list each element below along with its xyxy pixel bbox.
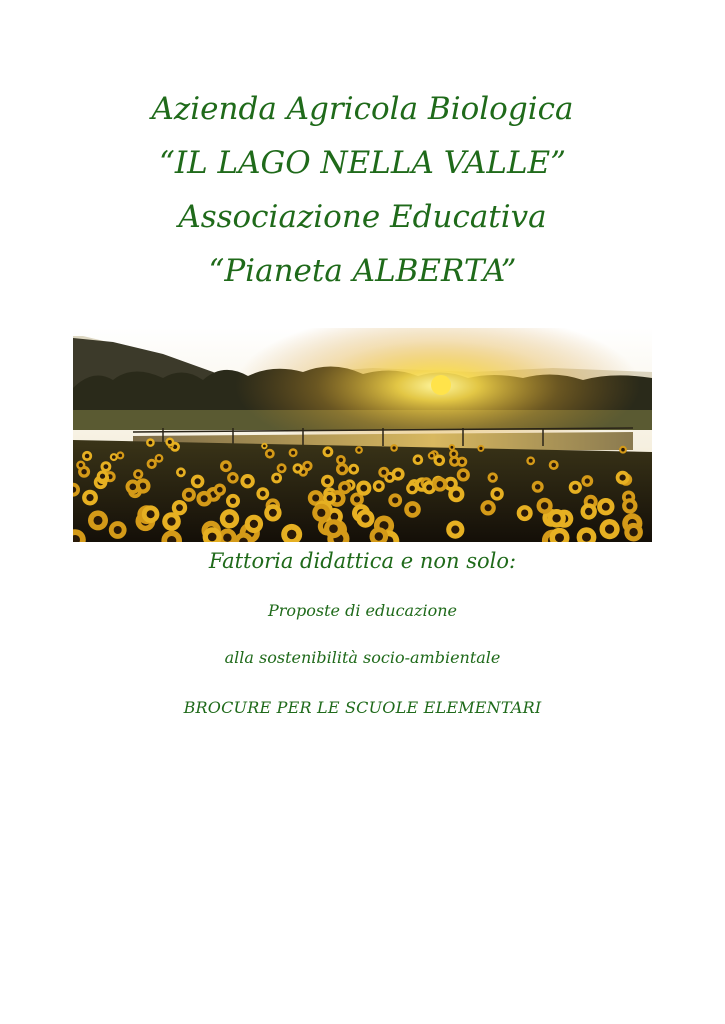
- sunflower-center: [104, 464, 109, 469]
- sunflower-center: [287, 530, 296, 539]
- sunflower-center: [451, 446, 454, 449]
- sunflower-center: [130, 484, 137, 491]
- sunflower-center: [149, 462, 154, 467]
- sunflower-center: [325, 478, 331, 484]
- sunflower-center: [279, 466, 284, 471]
- sunflower-center: [225, 515, 234, 524]
- sunflower-center: [552, 514, 560, 522]
- sunflower-center: [585, 508, 592, 515]
- sunflower-center: [416, 457, 421, 462]
- sunflower-center: [327, 495, 333, 501]
- sunflower-center: [426, 485, 432, 491]
- sunflower-center: [551, 463, 556, 468]
- farm-name-title: Azienda Agricola Biologica: [151, 91, 574, 127]
- sunflower-center: [529, 459, 533, 463]
- sunflower-center: [114, 526, 122, 534]
- sunflower-center: [521, 510, 528, 517]
- sunflower-center: [629, 528, 637, 536]
- sunflower-center: [535, 484, 540, 489]
- sunflower-center: [430, 454, 433, 457]
- sunflower-center: [291, 451, 295, 455]
- sunflower-center: [460, 472, 466, 478]
- sunflower-center: [100, 474, 105, 479]
- sunflower-center: [392, 497, 398, 503]
- title-block: [0, 82, 725, 298]
- subtitle-main: Fattoria didattica e non solo:: [208, 549, 517, 573]
- association-title: Associazione Educativa: [178, 199, 547, 235]
- sunflower-center: [460, 460, 465, 465]
- sunflower-center: [339, 466, 345, 472]
- sunflower-center: [409, 506, 416, 513]
- subtitle-line-brochure: BROCURE PER LE SCUOLE ELEMENTARI: [183, 698, 542, 717]
- sunflower-center: [490, 475, 495, 480]
- sunflower-center: [410, 486, 415, 491]
- sunflower-center: [136, 472, 141, 477]
- sunflower-center: [357, 448, 360, 451]
- sunflower-center: [269, 509, 277, 517]
- subtitle-line-sustainability: alla sostenibilità socio-ambientale: [224, 648, 501, 667]
- sunflower-center: [112, 455, 116, 459]
- sunflower-center: [437, 481, 444, 488]
- sunflower-center: [79, 463, 83, 467]
- sunflower-center: [149, 441, 153, 445]
- sunflower-center: [351, 467, 356, 472]
- farm-name-quoted: “IL LAGO NELLA VALLE”: [158, 145, 567, 181]
- sunflower-center: [168, 440, 172, 444]
- sunflower-center: [312, 495, 319, 502]
- sunflower-center: [244, 478, 251, 485]
- sunflower-center: [339, 458, 343, 462]
- sunflower-center: [208, 533, 217, 542]
- sunflower-center: [448, 481, 454, 487]
- sunflower-center: [605, 525, 614, 534]
- sunflower-center: [375, 532, 383, 540]
- subtitle-line-education: Proposte di educazione: [267, 601, 458, 620]
- sunflower-center: [451, 526, 459, 534]
- sunflower-center: [452, 452, 456, 456]
- sunflower-center: [305, 464, 310, 469]
- sunflower-center: [376, 483, 381, 488]
- sunflower-center: [94, 516, 103, 525]
- sunflower-center: [295, 466, 300, 471]
- sunflower-center: [81, 469, 86, 474]
- sunflower-center: [620, 475, 626, 481]
- sunflower-center: [230, 498, 236, 504]
- sunflower-center: [572, 484, 578, 490]
- sunflower-center: [250, 520, 258, 528]
- sunflower-center: [167, 517, 175, 525]
- sunflower-center: [585, 478, 590, 483]
- sunflower-center: [361, 515, 369, 523]
- sunflower-center: [119, 454, 123, 458]
- sunflower-center: [147, 510, 155, 518]
- sunflower-center: [354, 496, 360, 502]
- sunflower-center: [494, 491, 500, 497]
- sunflower-center: [626, 502, 633, 509]
- sunflower-center: [392, 446, 395, 449]
- sunflower-field-photo: [73, 328, 652, 542]
- sunflower-center: [268, 452, 272, 456]
- sunflower-center: [179, 470, 183, 474]
- sunflower-center: [453, 491, 460, 498]
- sunflower-center: [360, 485, 367, 492]
- sunflower-center: [395, 471, 401, 477]
- sunflower-center: [195, 478, 201, 484]
- sunflower-center: [342, 485, 348, 491]
- sunflower-center: [479, 447, 482, 450]
- sunflower-center: [326, 449, 331, 454]
- sunflower-center: [260, 491, 266, 497]
- sunflower-center: [86, 494, 93, 501]
- sunflower-center: [437, 458, 442, 463]
- sunflower-center: [157, 456, 161, 460]
- sunflower-center: [186, 492, 192, 498]
- sunflower-center: [621, 448, 625, 452]
- sunflower-center: [582, 533, 591, 542]
- sunflower-center: [201, 495, 208, 502]
- sunflower-field-image: [73, 328, 652, 542]
- sunflower-center: [274, 476, 279, 481]
- sunflower-center: [263, 445, 266, 448]
- sunflower-center: [176, 504, 183, 511]
- sunflower-center: [223, 464, 228, 469]
- sunflower-center: [223, 534, 231, 542]
- sunflower-center: [329, 524, 338, 533]
- sunflower-center: [485, 504, 492, 511]
- sunflower-center: [541, 502, 548, 509]
- sunflower-center: [217, 487, 223, 493]
- sunflower-center: [452, 459, 457, 464]
- sunflower-center: [555, 533, 564, 542]
- sunflower-center: [317, 509, 325, 517]
- sunflower-center: [85, 454, 90, 459]
- sunflower-center: [230, 475, 235, 480]
- association-name-quoted: “Pianeta ALBERTA”: [208, 253, 517, 289]
- sunflower-center: [381, 470, 386, 475]
- sunflower-center: [602, 503, 610, 511]
